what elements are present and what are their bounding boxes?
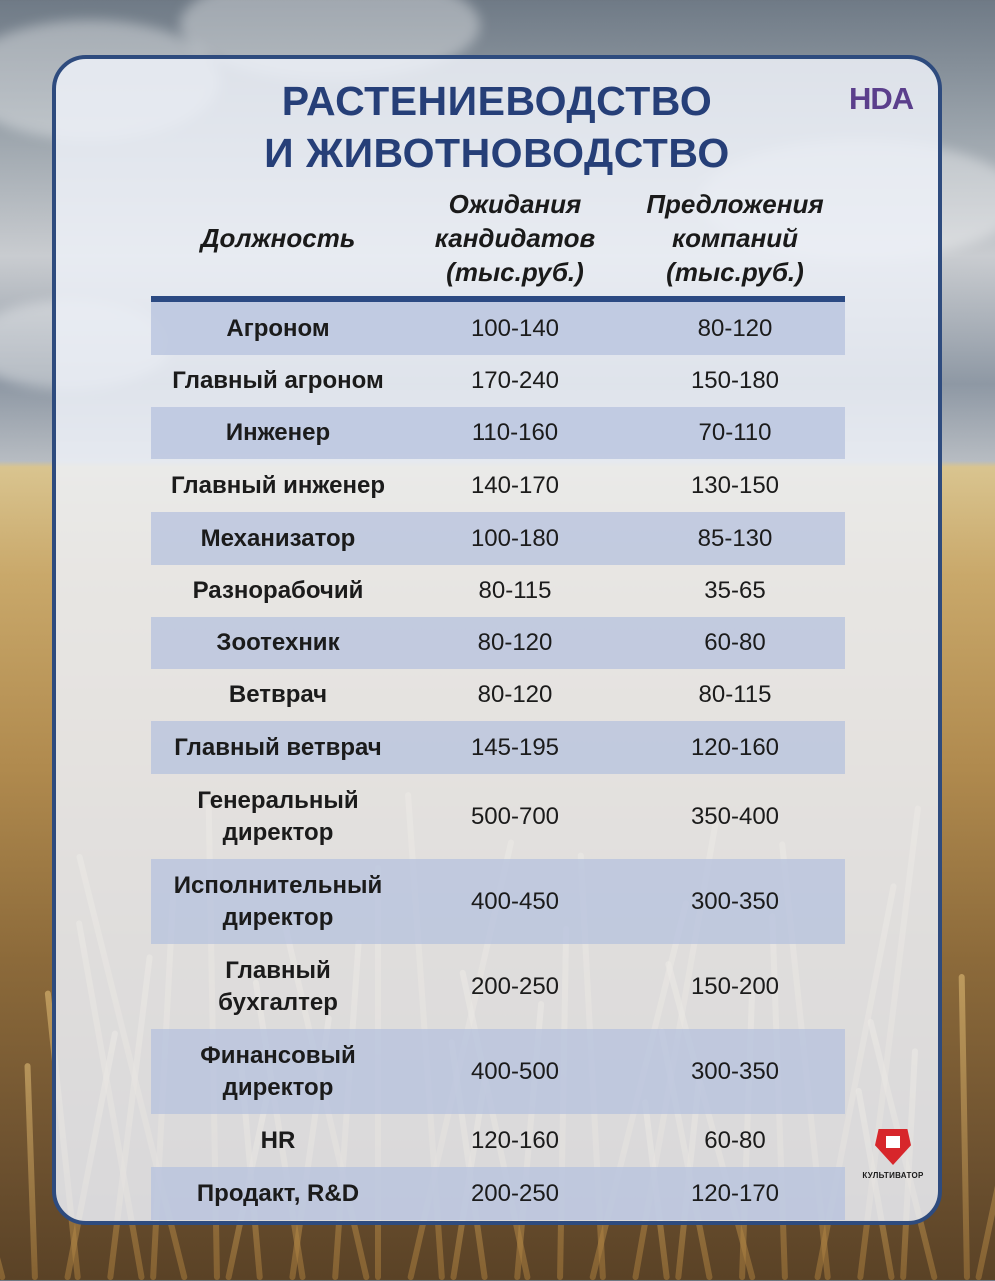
candidate-expectation: 100-180 bbox=[470, 524, 560, 552]
company-offer: 350-400 bbox=[690, 802, 780, 830]
page-title bbox=[56, 75, 938, 179]
candidate-expectation: 400-450 bbox=[470, 887, 560, 915]
kultivator-logo bbox=[858, 1129, 928, 1180]
position-name: Главный ветврач bbox=[174, 733, 382, 761]
table-row bbox=[151, 459, 845, 512]
company-offer: 120-170 bbox=[690, 1179, 780, 1207]
company-offer: 35-65 bbox=[704, 577, 766, 604]
candidate-expectation: 170-240 bbox=[470, 367, 560, 394]
title-line-2: И ЖИВОТНОВОДСТВО bbox=[264, 130, 730, 176]
position-name: Главный инженер bbox=[171, 471, 385, 499]
candidate-expectation: 100-140 bbox=[470, 314, 560, 342]
candidate-expectation: 80-120 bbox=[477, 629, 553, 656]
position-name: Генеральный директор bbox=[197, 786, 359, 846]
candidate-expectation: 145-195 bbox=[470, 733, 560, 761]
table-row bbox=[151, 1167, 845, 1220]
table-row bbox=[151, 669, 845, 721]
salary-card bbox=[52, 55, 942, 1225]
position-name: Агроном bbox=[226, 314, 330, 342]
company-offer: 300-350 bbox=[690, 887, 780, 915]
kultivator-icon bbox=[875, 1129, 911, 1165]
header-position: Должность bbox=[200, 223, 356, 253]
company-offer: 85-130 bbox=[697, 524, 773, 552]
table-row bbox=[151, 774, 845, 859]
candidate-expectation: 500-700 bbox=[470, 802, 560, 830]
position-name: Главный агроном bbox=[172, 367, 384, 394]
table-row bbox=[151, 1029, 845, 1114]
hda-logo bbox=[849, 81, 913, 117]
salary-table bbox=[151, 302, 845, 1220]
position-name: Продакт, R&D bbox=[196, 1179, 360, 1207]
table-row bbox=[151, 617, 845, 669]
title-line-1: РАСТЕНИЕВОДСТВО bbox=[281, 78, 713, 124]
table-row bbox=[151, 407, 845, 459]
header-candidates: Ожидания кандидатов (тыс.руб.) bbox=[434, 189, 596, 287]
company-offer: 300-350 bbox=[690, 1057, 780, 1085]
position-name: HR bbox=[260, 1126, 296, 1154]
position-name: Исполнительный директор bbox=[173, 871, 383, 931]
position-name: Финансовый директор bbox=[200, 1041, 356, 1101]
table-row bbox=[151, 859, 845, 944]
table-row bbox=[151, 302, 845, 355]
position-name: Зоотехник bbox=[216, 629, 340, 656]
candidate-expectation: 120-160 bbox=[470, 1126, 560, 1154]
position-name: Механизатор bbox=[200, 524, 356, 552]
table-row bbox=[151, 944, 845, 1029]
table-row bbox=[151, 721, 845, 774]
candidate-expectation: 80-115 bbox=[478, 577, 552, 604]
candidate-expectation: 140-170 bbox=[470, 471, 560, 499]
candidate-expectation: 80-120 bbox=[477, 681, 553, 708]
position-name: Ветврач bbox=[228, 681, 328, 708]
company-offer: 130-150 bbox=[690, 471, 780, 499]
kultivator-label: КУЛЬТИВАТОР bbox=[862, 1171, 924, 1180]
candidate-expectation: 110-160 bbox=[471, 419, 559, 446]
table-row bbox=[151, 565, 845, 617]
position-name: Главный бухгалтер bbox=[218, 956, 338, 1016]
table-row bbox=[151, 1114, 845, 1167]
candidate-expectation: 200-250 bbox=[470, 1179, 560, 1207]
company-offer: 120-160 bbox=[690, 733, 780, 761]
company-offer: 80-115 bbox=[698, 681, 772, 708]
company-offer: 80-120 bbox=[697, 314, 773, 342]
position-name: Инженер bbox=[225, 419, 331, 446]
position-name: Разнорабочий bbox=[192, 577, 364, 604]
company-offer: 60-80 bbox=[704, 1126, 766, 1154]
candidate-expectation: 200-250 bbox=[470, 972, 560, 1000]
hda-logo-text: HDA bbox=[849, 81, 914, 116]
company-offer: 150-180 bbox=[690, 367, 780, 394]
header-companies: Предложения компаний (тыс.руб.) bbox=[646, 189, 824, 287]
company-offer: 150-200 bbox=[690, 972, 780, 1000]
candidate-expectation: 400-500 bbox=[470, 1057, 560, 1085]
company-offer: 70-110 bbox=[698, 419, 772, 446]
table-header bbox=[151, 184, 845, 292]
table-row bbox=[151, 512, 845, 565]
table-row bbox=[151, 355, 845, 407]
company-offer: 60-80 bbox=[704, 629, 766, 656]
